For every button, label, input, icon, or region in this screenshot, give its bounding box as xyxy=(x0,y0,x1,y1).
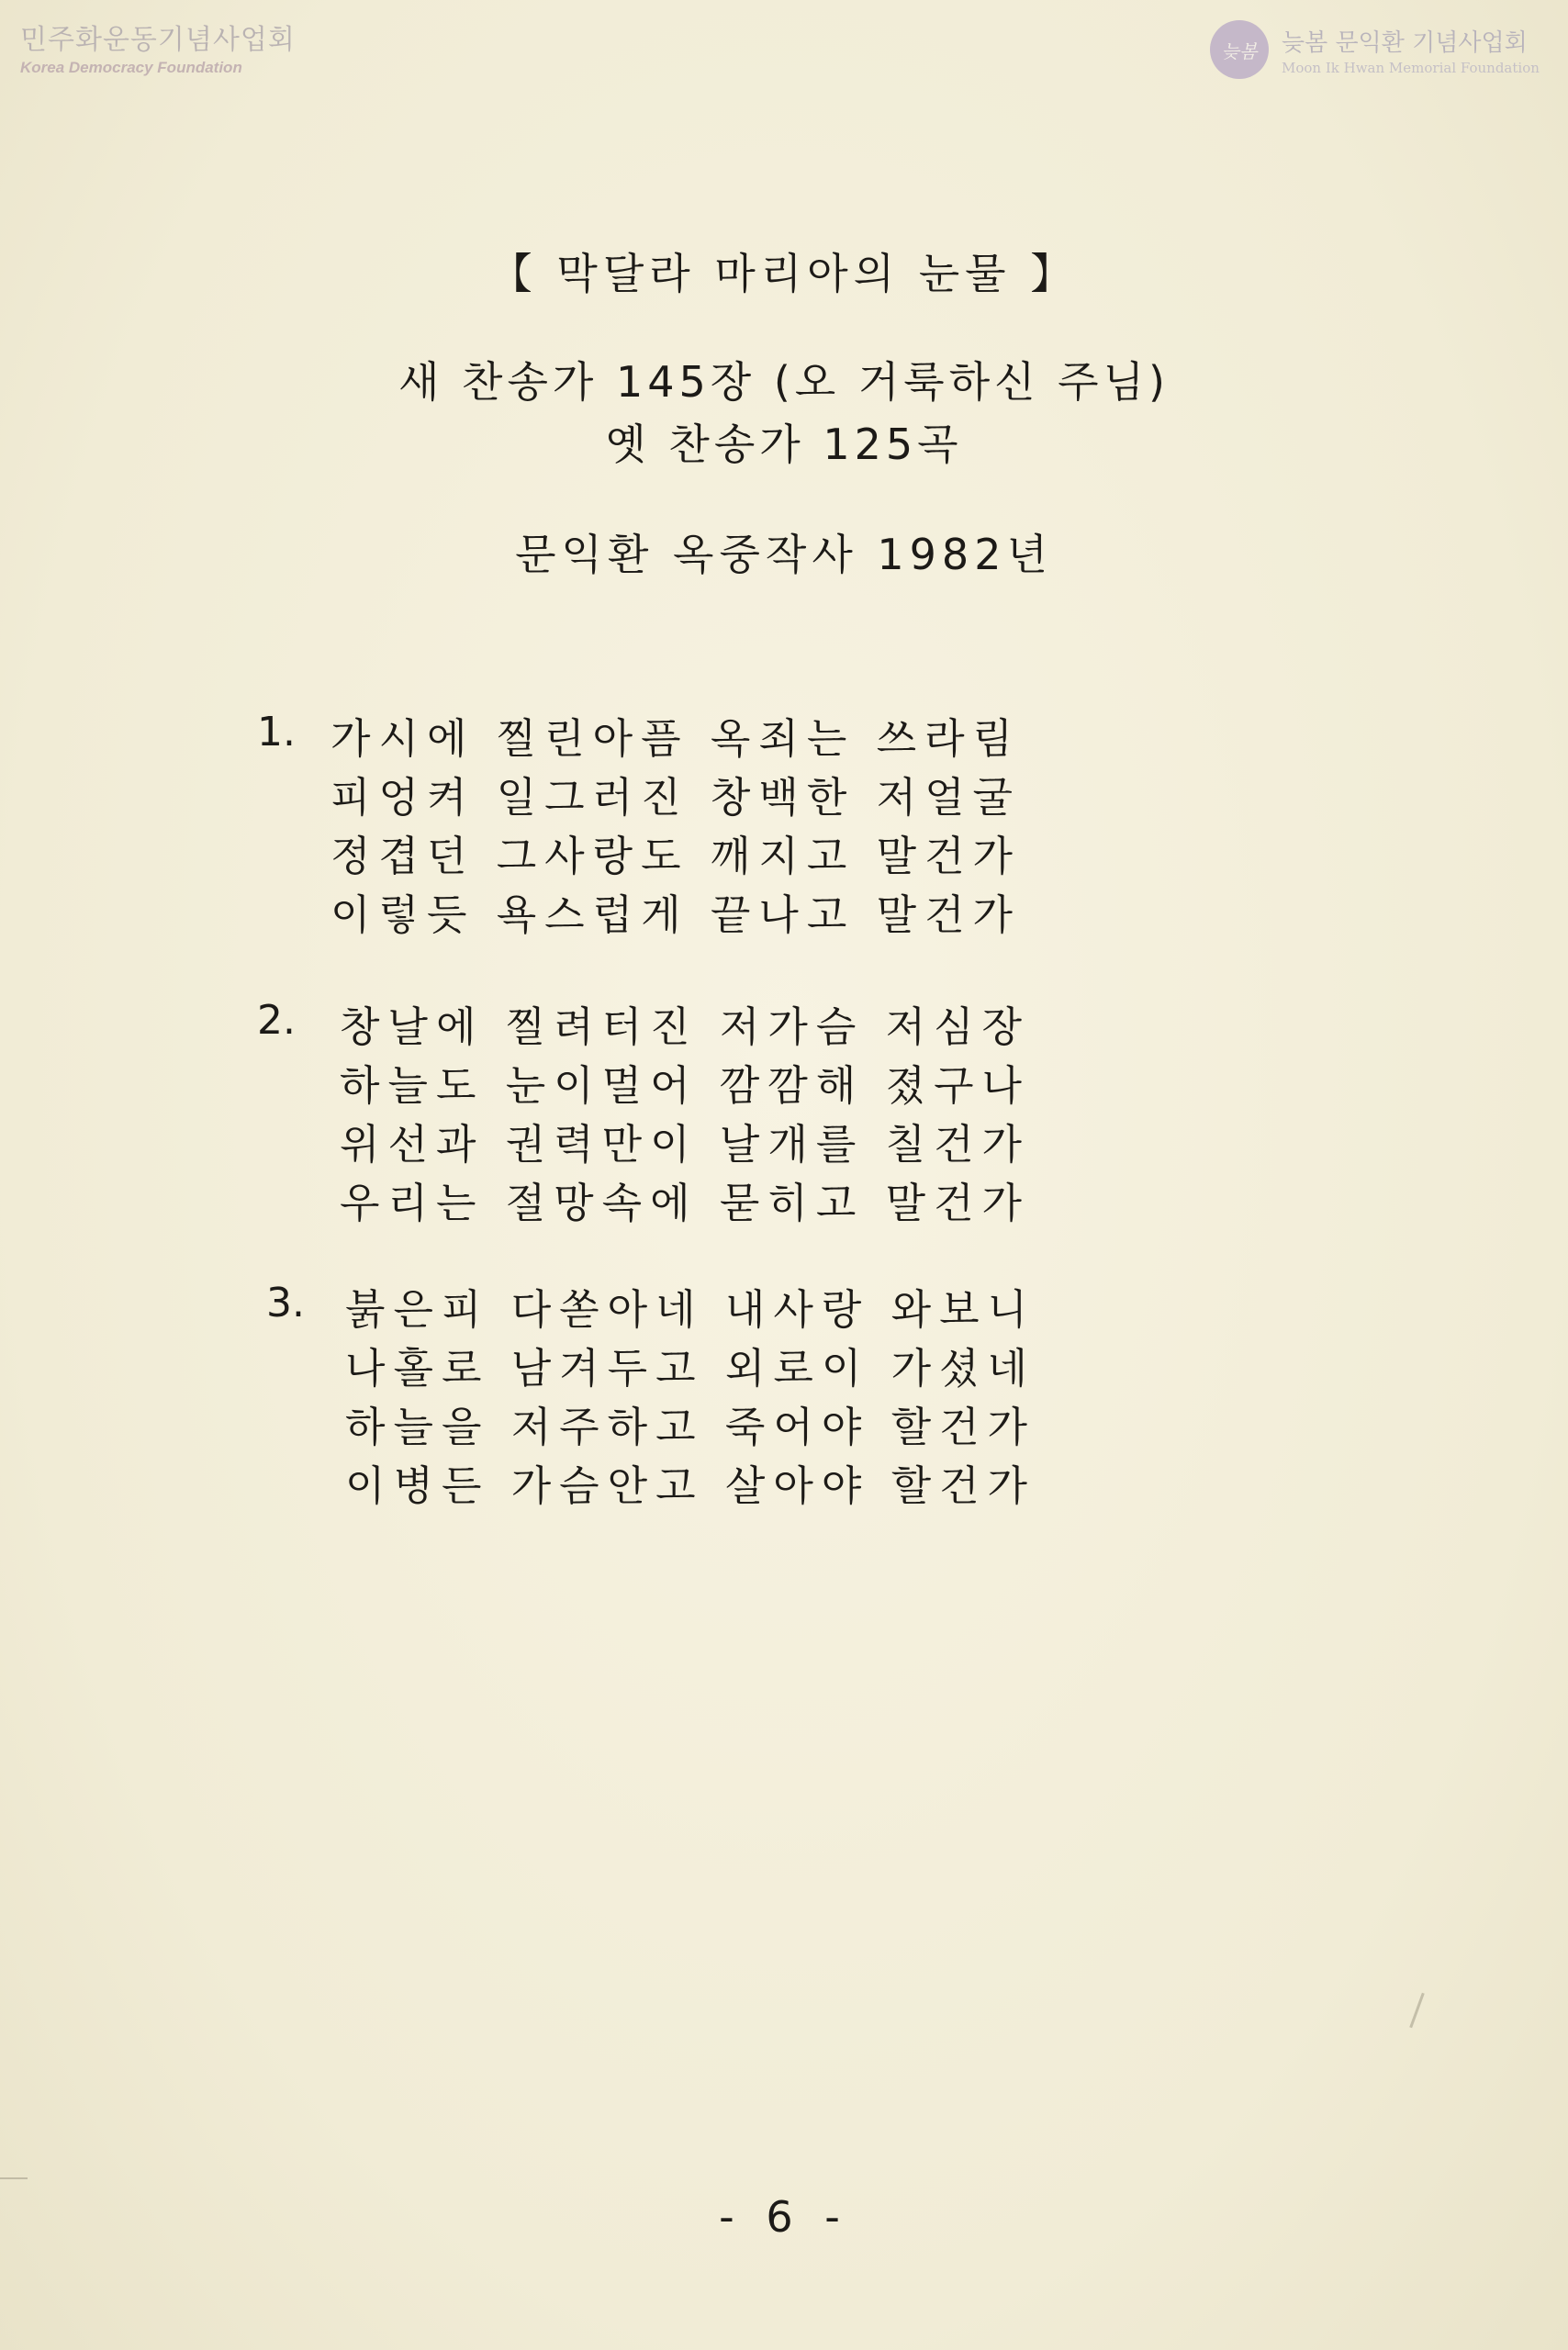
verse-line: 나홀로 남겨두고 외로이 가셨네 xyxy=(345,1344,1036,1393)
verse-line: 하늘도 눈이멀어 깜깜해 졌구나 xyxy=(340,1061,1031,1110)
song-title: 【 막달라 마리아의 눈물 】 xyxy=(489,249,1079,298)
verse-line: 가시에 찔린아픔 옥죄는 쓰라림 xyxy=(330,714,1022,763)
verse-number: 1. xyxy=(257,709,296,755)
watermark-right-korean: 늦봄 문익환 기념사업회 xyxy=(1282,28,1528,57)
verse-number: 3. xyxy=(266,1280,305,1326)
korea-democracy-foundation-watermark xyxy=(20,17,296,77)
paper-scratch xyxy=(0,2177,28,2179)
verse-line: 창날에 찔려터진 저가슴 저심장 xyxy=(340,1002,1031,1051)
verse-line: 피엉켜 일그러진 창백한 저얼굴 xyxy=(330,773,1022,822)
verse-line: 우리는 절망속에 묻히고 말건가 xyxy=(340,1179,1031,1227)
watermark-left-english: Korea Democracy Foundation xyxy=(20,59,242,76)
page-number: - 6 - xyxy=(719,2192,849,2242)
verse-line: 이렇듯 욕스럽게 끝나고 말건가 xyxy=(330,890,1022,939)
author-line: 문익환 옥중작사 1982년 xyxy=(515,530,1053,579)
new-hymnal-reference: 새 찬송가 145장 (오 거룩하신 주님) xyxy=(398,357,1170,407)
moon-ik-hwan-foundation-watermark xyxy=(1210,20,1540,79)
verse-line: 하늘을 저주하고 죽어야 할건가 xyxy=(345,1403,1036,1451)
old-hymnal-reference: 옛 찬송가 125곡 xyxy=(605,420,963,469)
bleed-through-text xyxy=(239,1515,1120,2084)
verse-line: 정겹던 그사랑도 깨지고 말건가 xyxy=(330,832,1022,880)
foundation-seal-icon: 늦봄 xyxy=(1210,20,1269,79)
watermark-right-english: Moon Ik Hwan Memorial Foundation xyxy=(1282,59,1540,76)
watermark-left-korean: 민주화운동기념사업회 xyxy=(20,24,296,56)
paper-scratch xyxy=(1409,1993,1425,2029)
verse-line: 붉은피 다쏟아네 내사랑 와보니 xyxy=(345,1285,1036,1334)
verse-number: 2. xyxy=(257,997,296,1044)
verse-line: 위선과 권력만이 날개를 칠건가 xyxy=(340,1120,1031,1169)
verse-line: 이병든 가슴안고 살아야 할건가 xyxy=(345,1461,1036,1510)
